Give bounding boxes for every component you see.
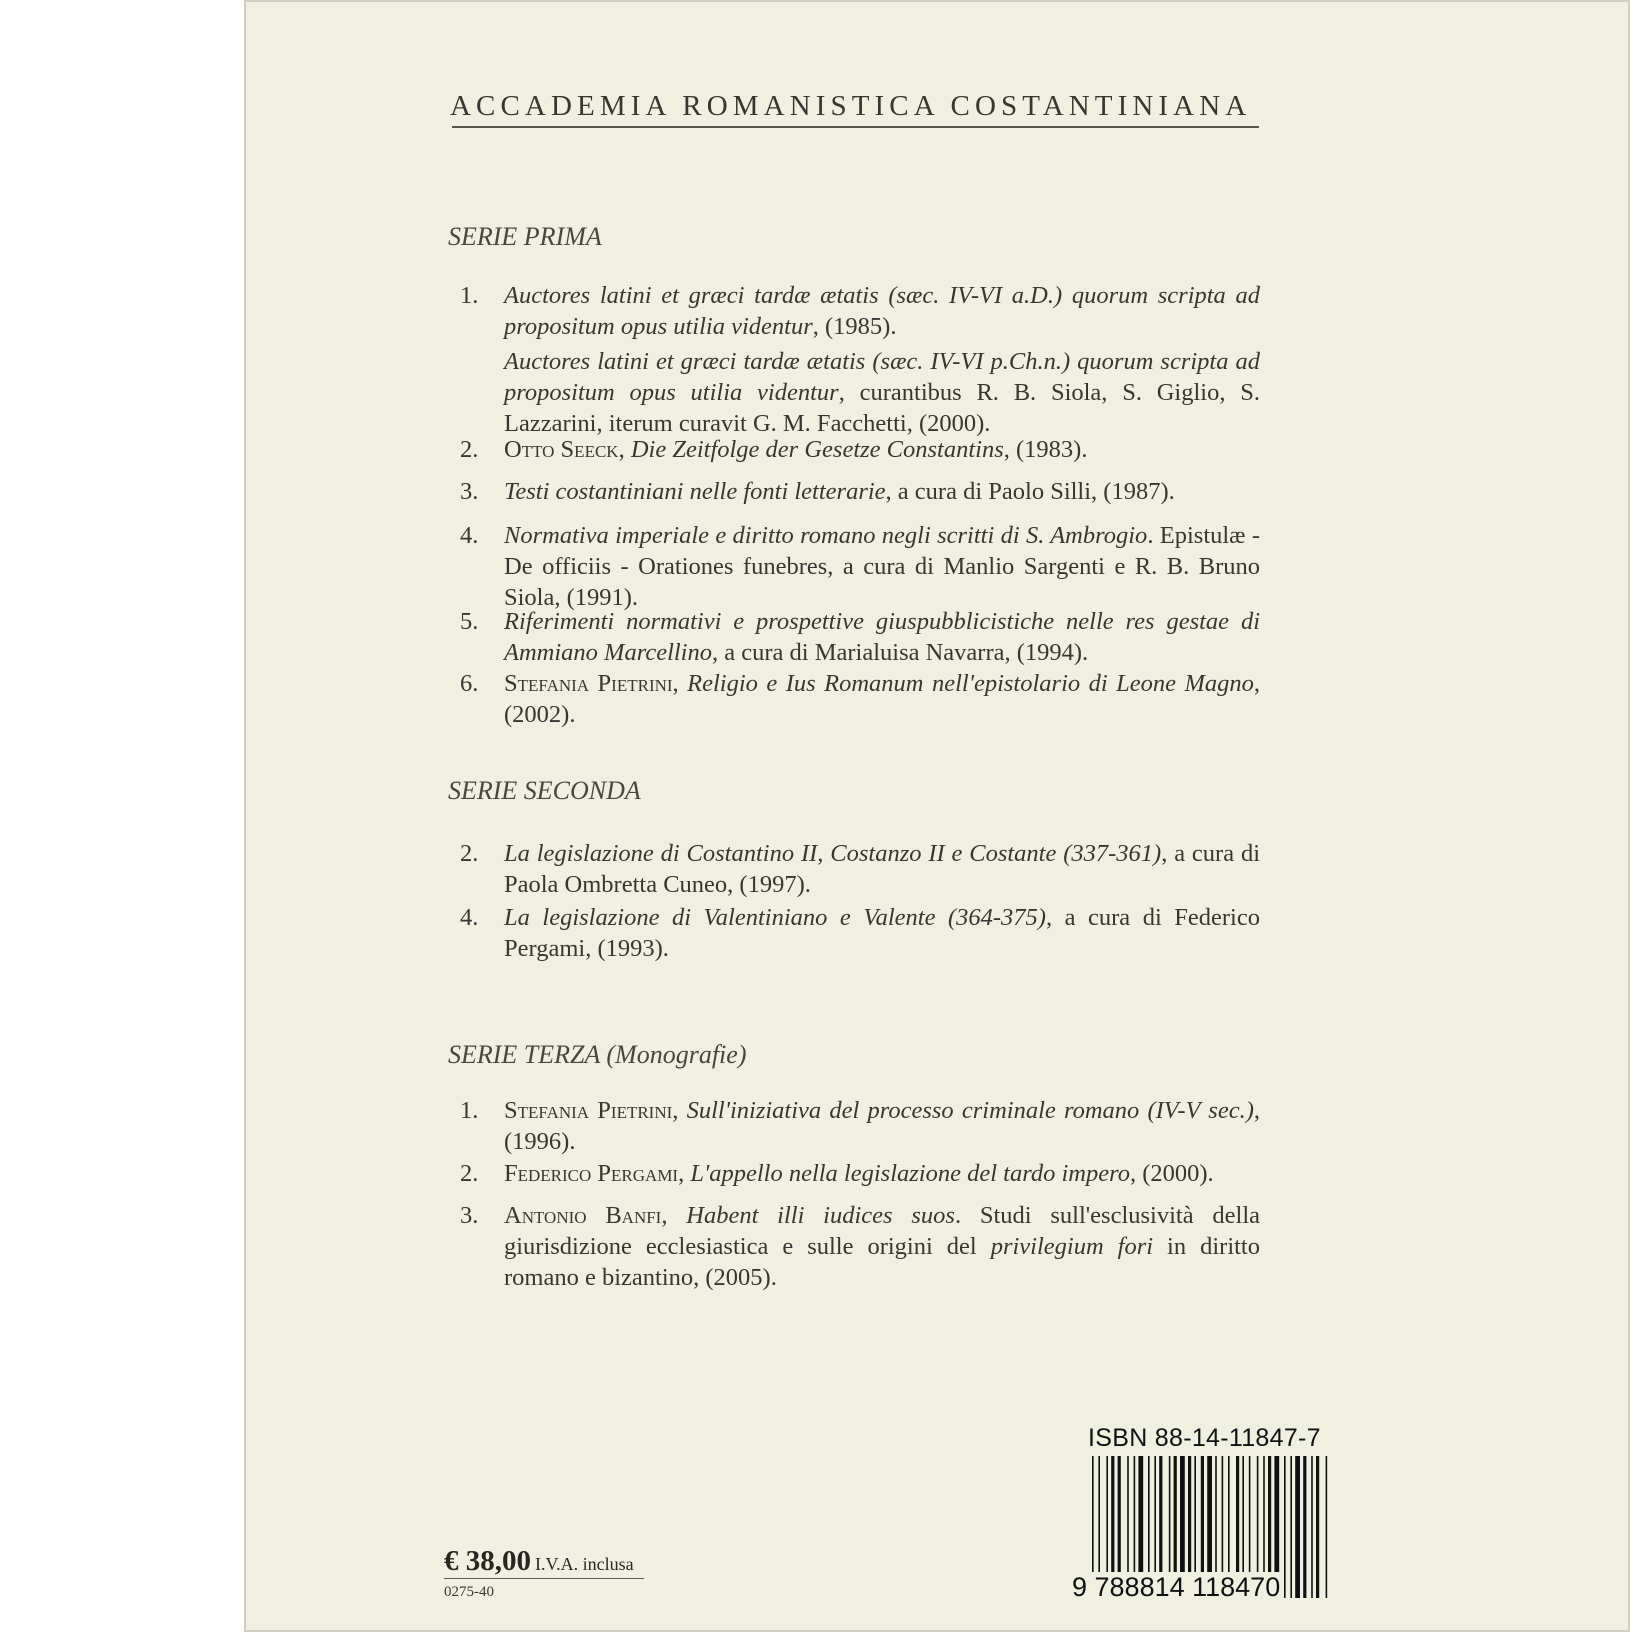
italic-title: Die Zeitfolge der Gesetze Constantins <box>630 436 1004 463</box>
italic-title: La legislazione di Costantino II, Costanzo II e Costante (337-361) <box>504 840 1162 867</box>
barcode-bar <box>1303 1456 1306 1598</box>
text-run: . Epistulæ - De officiis - Orationes funebres, a cura di Manlio Sargenti e R. B. Bruno Siola, (1991). <box>504 522 1261 611</box>
text-run: , <box>672 1097 687 1124</box>
italic-title: Habent illi iudices suos <box>686 1202 955 1229</box>
text-run: , (1985). <box>812 313 897 340</box>
item-text <box>504 668 1260 730</box>
price-rule <box>444 1578 644 1579</box>
text-run: , <box>661 1202 687 1229</box>
barcode-digits: 9 788814 118470 <box>1072 1572 1281 1602</box>
price-amount: € 38,00 <box>444 1545 531 1577</box>
item-text <box>504 434 1260 465</box>
barcode-bar <box>1284 1456 1286 1598</box>
item-number: 2. <box>460 1160 479 1187</box>
text-run: , a cura di Paolo Silli, (1987). <box>885 478 1175 505</box>
text-run: , <box>618 436 631 463</box>
italic-title: Sull'iniziativa del processo criminale romano (IV-V sec.) <box>686 1097 1254 1124</box>
catalog-code: 0275-40 <box>444 1584 494 1600</box>
item-number: 5. <box>460 608 479 635</box>
italic-title: Normativa imperiale e diritto romano negli scritti di S. Ambrogio <box>504 522 1148 549</box>
text-run: , (2002). <box>504 670 1261 728</box>
italic-title: La legislazione di Valentiniano e Valente (364-375) <box>504 904 1046 931</box>
author-name: Antonio Banfi <box>504 1202 662 1229</box>
author-name: Stefania Pietrini <box>504 1097 673 1124</box>
text-run: , a cura di Paola Ombretta Cuneo, (1997). <box>504 840 1260 898</box>
author-name: Federico Pergami <box>504 1160 679 1187</box>
item-number: 3. <box>460 1202 479 1229</box>
text-run: , <box>678 1160 691 1187</box>
item-number: 4. <box>460 904 479 931</box>
italic-title: Testi costantiniani nelle fonti letterarie <box>504 478 886 505</box>
text-run: , a cura di Federico Pergami, (1993). <box>504 904 1260 962</box>
italic-title: Auctores latini et græci tardæ ætatis (sæc. IV-VI a.D.) quorum scripta ad propositum opus utilia videntur <box>504 282 1260 340</box>
text-run: , (1983). <box>1003 436 1088 463</box>
item-text <box>504 1095 1260 1157</box>
text-run: in diritto romano e bizantino, (2005). <box>504 1233 1260 1291</box>
italic-title: L'appello nella legislazione del tardo impero <box>690 1160 1130 1187</box>
text-run: , <box>672 670 688 697</box>
italic-title: privilegium fori <box>990 1233 1154 1260</box>
item-number: 1. <box>460 282 479 309</box>
price <box>444 1545 634 1578</box>
item-number: 3. <box>460 478 479 505</box>
item-number: 1. <box>460 1097 479 1124</box>
italic-title: Religio e Ius Romanum nell'epistolario di Leone Magno <box>687 670 1254 697</box>
italic-title: Riferimenti normativi e prospettive giuspubblicistiche nelle res gestae di Ammiano Marcellino <box>504 608 1260 666</box>
author-name: Stefania Pietrini <box>504 670 673 697</box>
author-name: Otto Seeck <box>504 436 619 463</box>
item-text <box>504 476 1260 507</box>
text-run: , (2000). <box>1129 1160 1214 1187</box>
item-text <box>504 902 1260 964</box>
publisher-series-header: ACCADEMIA ROMANISTICA COSTANTINIANA <box>450 90 1252 122</box>
item-text <box>504 1158 1260 1189</box>
barcode-bar <box>1295 1456 1300 1598</box>
item-text <box>504 606 1260 668</box>
isbn-label: ISBN 88-14-11847-7 <box>1088 1424 1321 1452</box>
series-title: SERIE TERZA (Monografie) <box>448 1040 747 1069</box>
item-number: 2. <box>460 840 479 867</box>
series-title: SERIE PRIMA <box>448 222 602 251</box>
series-title: SERIE SECONDA <box>448 776 641 805</box>
price-vat-note: I.V.A. inclusa <box>535 1554 634 1574</box>
item-text <box>504 346 1260 439</box>
item-text <box>504 520 1260 613</box>
barcode-bar <box>1290 1456 1292 1598</box>
header-rule <box>452 126 1259 128</box>
item-text <box>504 280 1260 342</box>
text-run: , (1996). <box>504 1097 1260 1155</box>
item-number: 4. <box>460 522 479 549</box>
barcode-bar <box>1326 1456 1328 1598</box>
barcode-bar <box>1316 1456 1319 1598</box>
text-run: , curantibus R. B. Siola, S. Giglio, S. Lazzarini, iterum curavit G. M. Facchetti, (2000). <box>504 379 1260 437</box>
item-text <box>504 838 1260 900</box>
text-run: , a cura di Marialuisa Navarra, (1994). <box>712 639 1089 666</box>
italic-title: Auctores latini et græci tardæ ætatis (sæc. IV-VI p.Ch.n.) quorum scripta ad propositum opus utilia videntur <box>504 348 1260 406</box>
text-run: . Studi sull'esclusività della giurisdizione ecclesiastica e sulle origini del <box>504 1202 1260 1260</box>
item-number: 2. <box>460 436 479 463</box>
barcode-bar <box>1311 1456 1313 1598</box>
item-number: 6. <box>460 670 479 697</box>
item-text <box>504 1200 1260 1293</box>
